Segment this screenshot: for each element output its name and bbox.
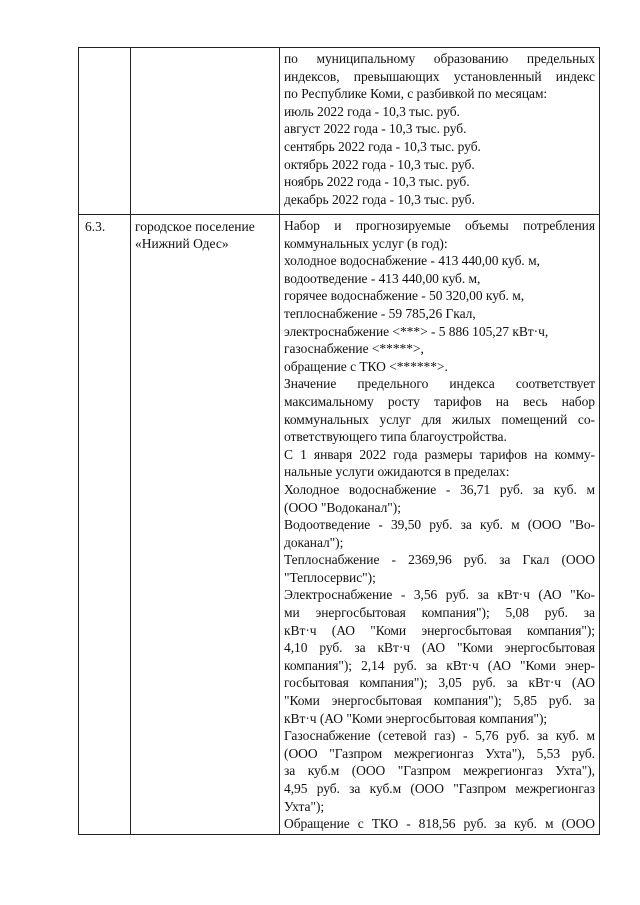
text-line: июль 2022 года - 10,3 тыс. руб. [284,103,460,119]
table-row [79,215,600,835]
text-line: Водоотведение - 39,50 руб. за куб. м (ООО "Во- [284,517,595,533]
text-line: электроснабжение <***> - 5 886 105,27 кВт·ч, [284,323,549,339]
text-line: ответствующего типа благоустройства. [284,429,507,445]
text-line: госбытовая компания"); 3,05 руб. за кВт·ч (АО [284,675,595,691]
text-line: 4,10 руб. за кВт·ч (АО "Коми энергосбытовая [284,640,595,656]
text-line: декабрь 2022 года - 10,3 тыс. руб. [284,191,475,207]
text-line: (ООО "Газпром межрегионгаз Ухта"), 5,53 руб. [284,745,595,761]
text-line: ноябрь 2022 года - 10,3 тыс. руб. [284,174,470,190]
row-number-cell: 6.3. [79,215,131,835]
row-number-cell [79,48,131,215]
text-line: Набор и прогнозируемые объемы потребления [284,218,595,233]
text-line: горячее водоснабжение - 50 320,00 куб. м, [284,288,525,304]
text-line: газоснабжение <*****>, [284,341,424,357]
text-line: коммунальных услуг (в год): [284,235,448,251]
text-line: Значение предельного индекса соответствует [284,376,595,392]
text-line: нальные услуги ожидаются в пределах: [284,464,510,480]
text-line: Электроснабжение - 3,56 руб. за кВт·ч (АО "Ко- [284,587,595,603]
municipality-name-cell [131,48,280,215]
table-row [79,48,600,215]
text-line: ми энергосбытовая компания"); 5,08 руб. за [284,605,595,621]
text-line: октябрь 2022 года - 10,3 тыс. руб. [284,156,475,172]
text-line: "Теплосервис"); [284,569,376,585]
text-line: доканал"); [284,534,344,550]
text-line: теплоснабжение - 59 785,26 Гкал, [284,305,476,321]
text-line: по муниципальному образованию предельных [284,51,595,66]
text-line: Газоснабжение (сетевой газ) - 5,76 руб. за куб. м [284,728,595,744]
text-line: Холодное водоснабжение - 36,71 руб. за куб. м [284,481,595,497]
text-line: компания"); 2,14 руб. за кВт·ч (АО "Коми энер- [284,657,595,673]
text-line: кВт·ч (АО "Коми энергосбытовая компания"); [284,710,548,726]
text-line: Ухта"); [284,798,325,814]
text-line: кВт·ч (АО "Коми энергосбытовая компания"); [284,622,595,638]
text-line: за куб.м (ООО "Газпром межрегионгаз Ухта"), [284,763,595,779]
text-line: сентябрь 2022 года - 10,3 тыс. руб. [284,138,481,154]
municipality-name-cell: городское поселение «Нижний Одес» [131,215,280,835]
text-line: Теплоснабжение - 2369,96 руб. за Гкал (ООО [284,552,595,568]
text-line: максимальному росту тарифов на весь набор [284,393,595,409]
text-line: 4,95 руб. за куб.м (ООО "Газпром межрегионгаз [284,781,595,796]
text-line: Обращение с ТКО - 818,56 руб. за куб. м (ООО [284,816,595,832]
text-line: водоотведение - 413 440,00 куб. м, [284,270,481,286]
description-cell [280,48,600,215]
text-line: (ООО "Водоканал"); [284,499,401,515]
text-line: по Республике Коми, с разбивкой по месяцам: [284,86,548,102]
text-line: обращение с ТКО <******>. [284,358,448,374]
text-line: индексов, превышающих установленный индекс [284,68,595,84]
text-line: "Коми энергосбытовая компания"); 5,85 руб. за [284,693,595,709]
text-line: коммунальных услуг для жилых помещений со- [284,411,595,427]
text-line: холодное водоснабжение - 413 440,00 куб. м, [284,253,540,269]
description-cell [280,215,600,835]
tariff-table [78,47,600,835]
text-line: август 2022 года - 10,3 тыс. руб. [284,121,467,137]
text-line: С 1 января 2022 года размеры тарифов на комму- [284,446,595,462]
tariff-table-body [79,48,600,835]
